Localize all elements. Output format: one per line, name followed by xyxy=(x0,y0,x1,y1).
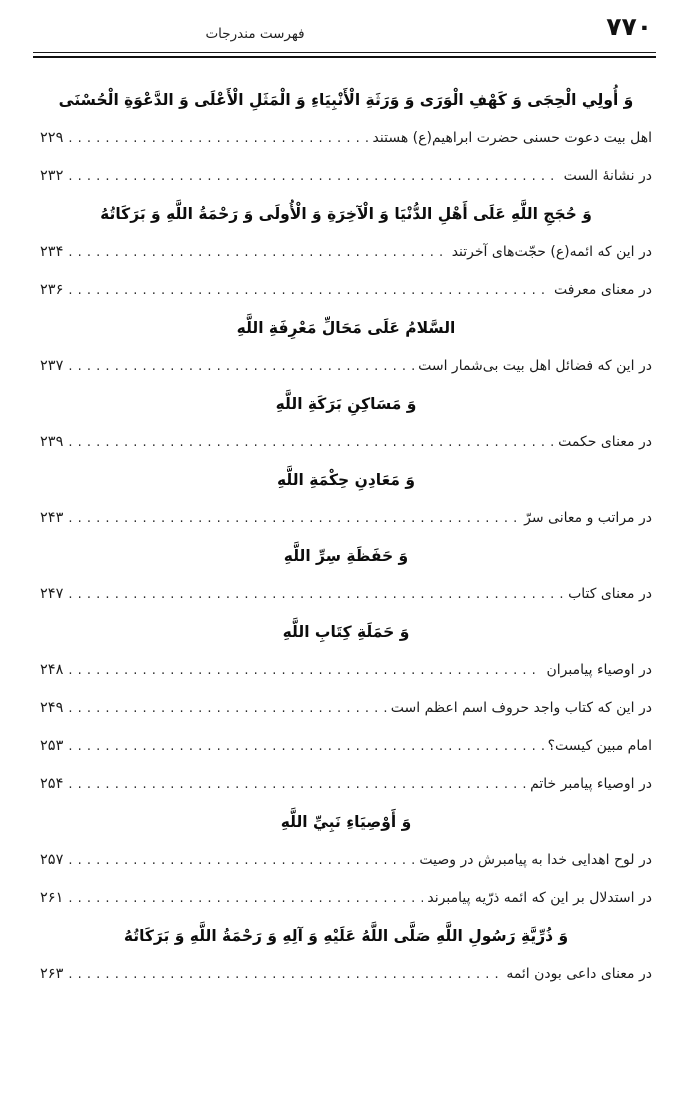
toc-entry-page-number: ۲۶۳ xyxy=(40,966,64,982)
toc-entry-title: در این که فضائل اهل بیت بی‌شمار است xyxy=(418,358,652,374)
toc-section-heading: وَ مَعَادِنِ حِكْمَةِ اللَّهِ xyxy=(276,471,415,489)
toc-entry-page-number: ۲۴۳ xyxy=(40,510,64,526)
toc-entry-page-number: ۲۴۷ xyxy=(40,586,64,602)
toc-entry-title: در معنای حکمت xyxy=(558,434,652,450)
toc-section-heading: السَّلامُ عَلَى مَحَالِّ مَعْرِفَةِ اللَّهِ xyxy=(236,319,456,337)
toc-entry xyxy=(40,271,652,309)
toc-section-heading: وَ ذُرِّيَّةِ رَسُولِ اللَّهِ صَلَّى اللَّهُ عَلَيْهِ وَ آلِهِ وَ رَحْمَةُ اللَّهِ وَ بَرَكَاتُهُ xyxy=(123,927,569,945)
dot-leader xyxy=(68,423,554,462)
running-header xyxy=(0,0,700,57)
toc-entry-title: امام مبین کیست؟ xyxy=(547,738,652,754)
dot-leader xyxy=(68,119,368,158)
toc-entry-page-number: ۲۵۷ xyxy=(40,852,64,868)
toc-entry xyxy=(40,955,652,993)
toc-entry-page-number: ۲۵۳ xyxy=(40,738,64,754)
header-double-rule xyxy=(33,52,656,58)
toc-entry xyxy=(40,841,652,879)
dot-leader xyxy=(68,879,423,918)
toc-entry-page-number: ۲۳۶ xyxy=(40,282,64,298)
toc-entry-page-number: ۲۶۱ xyxy=(40,890,64,906)
toc-list xyxy=(40,81,652,993)
toc-entry-title: در اوصیاء پیامبران xyxy=(546,662,652,678)
dot-leader xyxy=(68,157,559,196)
toc-entry xyxy=(40,233,652,271)
toc-entry xyxy=(40,765,652,803)
dot-leader xyxy=(68,689,386,728)
dot-leader xyxy=(68,841,415,880)
toc-entry xyxy=(40,499,652,537)
toc-entry-page-number: ۲۴۸ xyxy=(40,662,64,678)
toc-section-heading: وَ حَفَظَةِ سِرِّ اللَّهِ xyxy=(283,547,409,565)
toc-section-heading: وَ أَوْصِيَاءِ نَبِيِّ اللَّهِ xyxy=(280,813,412,831)
toc-entry-title: در لوح اهدایی خدا به پیامبرش در وصیت xyxy=(419,852,652,868)
toc-entry xyxy=(40,575,652,613)
toc-entry-page-number: ۲۵۴ xyxy=(40,776,64,792)
toc-entry-title: در اوصیاء پیامبر خاتم xyxy=(530,776,652,792)
toc-entry xyxy=(40,347,652,385)
toc-entry-page-number: ۲۳۴ xyxy=(40,244,64,260)
dot-leader xyxy=(68,347,414,386)
toc-entry-title: در معنای کتاب xyxy=(568,586,652,602)
dot-leader xyxy=(68,727,543,766)
toc-entry xyxy=(40,727,652,765)
dot-leader xyxy=(68,765,526,804)
dot-leader xyxy=(68,233,447,272)
toc-entry-page-number: ۲۳۷ xyxy=(40,358,64,374)
toc-section-heading: وَ مَسَاكِنِ بَرَكَةِ اللَّهِ xyxy=(275,395,417,413)
folio-page-number: ۷۷۰ xyxy=(606,12,652,41)
toc-entry xyxy=(40,689,652,727)
toc-entry-title: در این که ائمه(ع) حجّت‌های آخرتند xyxy=(451,244,652,260)
toc-entry xyxy=(40,119,652,157)
toc-entry-title: در استدلال بر این که ائمه ذرّیه پیامبرند xyxy=(427,890,652,906)
toc-entry xyxy=(40,423,652,461)
toc-entry-title: در نشانهٔ الست xyxy=(563,168,652,184)
toc-entry-title: در مراتب و معانی سرّ xyxy=(524,510,652,526)
dot-leader xyxy=(68,955,502,994)
toc-section-heading: وَ حُجَجِ اللَّهِ عَلَى أَهْلِ الدُّنْيَا وَ الْآخِرَةِ وَ الْأُولَى وَ رَحْمَةُ اللَّهِ وَ بَرَكَاتُهُ xyxy=(100,205,592,223)
toc-entry-page-number: ۲۳۲ xyxy=(40,168,64,184)
toc-entry-page-number: ۲۳۹ xyxy=(40,434,64,450)
running-title: فهرست مندرجات xyxy=(205,26,305,42)
toc-section-heading: وَ أُولِي الْحِجَى وَ كَهْفِ الْوَرَى وَ وَرَثَةِ الْأَنْبِيَاءِ وَ الْمَثَلِ الْأَعْلَى وَ الدَّعْوَةِ الْحُسْنَى xyxy=(58,91,634,109)
toc-entry-page-number: ۲۴۹ xyxy=(40,700,64,716)
dot-leader xyxy=(68,271,550,310)
toc-entry-title: در این که کتاب واجد حروف اسم اعظم است xyxy=(390,700,652,716)
toc-entry-title: در معنای داعی بودن ائمه xyxy=(506,966,652,982)
dot-leader xyxy=(68,575,564,614)
toc-entry xyxy=(40,879,652,917)
dot-leader xyxy=(68,499,520,538)
toc-entry xyxy=(40,157,652,195)
toc-entry-title: اهل بیت دعوت حسنی حضرت ابراهیم(ع) هستند xyxy=(372,130,652,146)
dot-leader xyxy=(68,651,542,690)
toc-entry xyxy=(40,651,652,689)
toc-entry-title: در معنای معرفت xyxy=(553,282,652,298)
toc-entry-page-number: ۲۲۹ xyxy=(40,130,64,146)
toc-section-heading: وَ حَمَلَةِ كِتَابِ اللَّهِ xyxy=(282,623,410,641)
